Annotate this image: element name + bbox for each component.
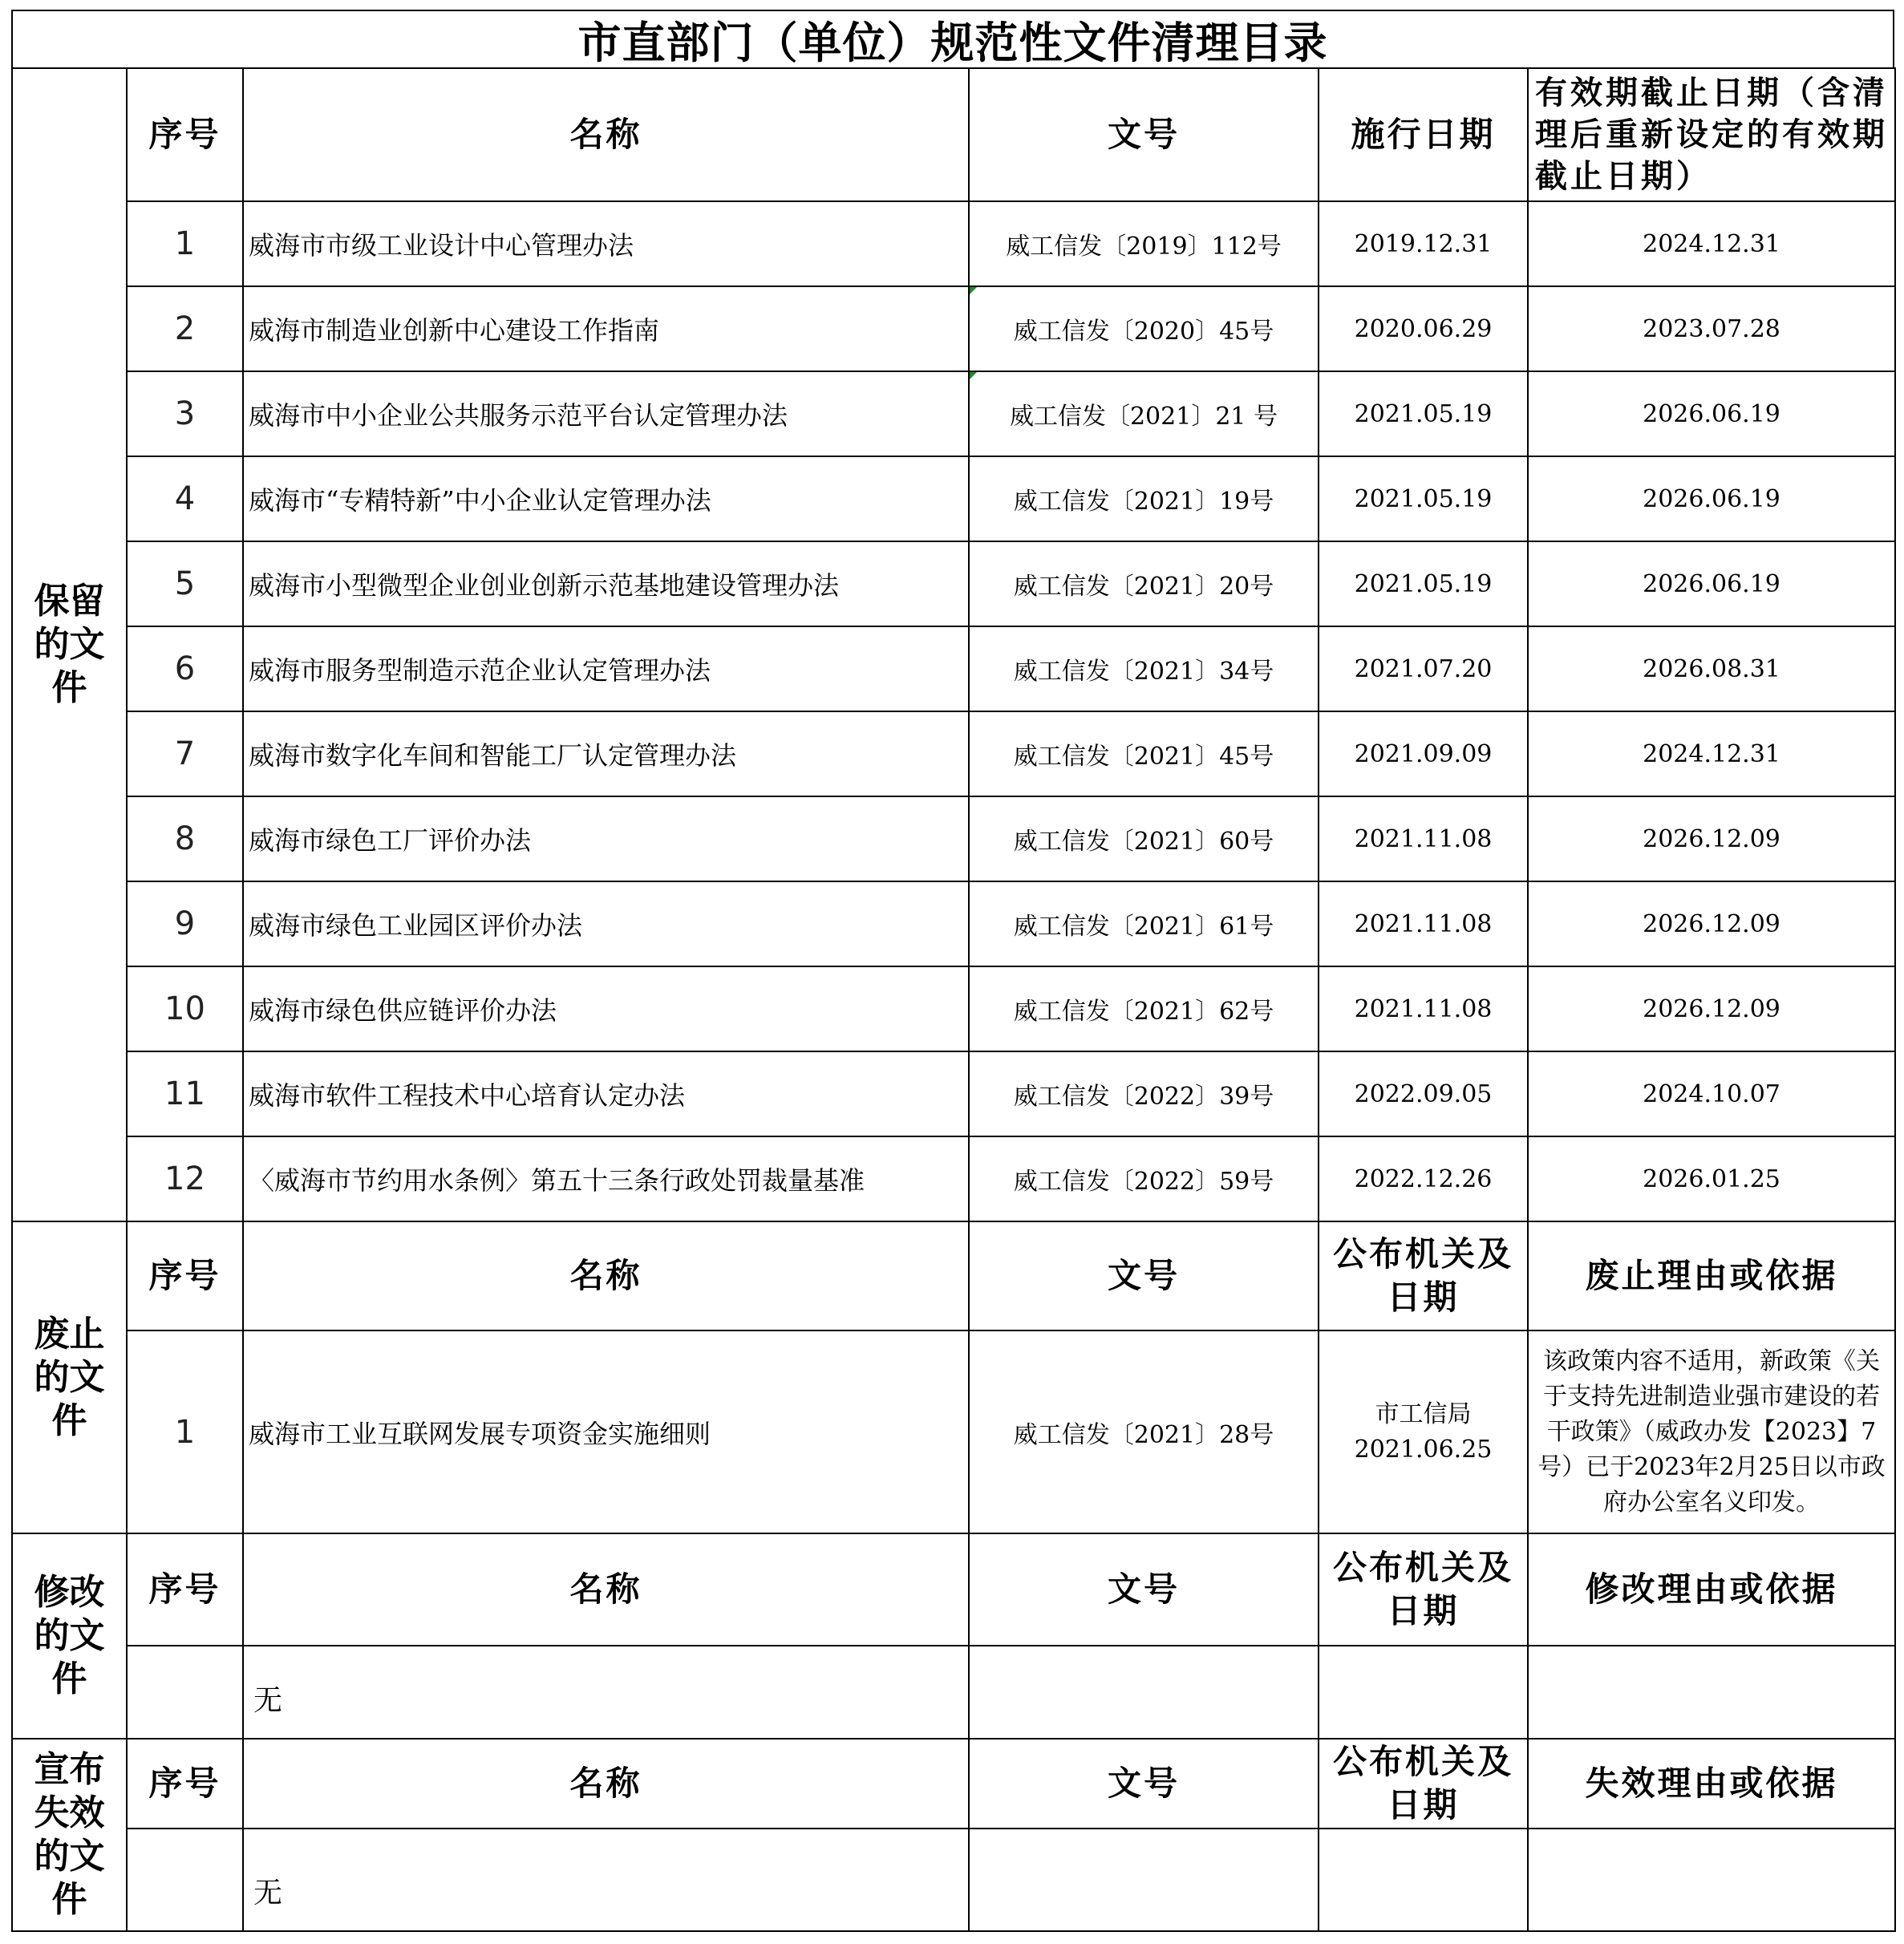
cell-expiry: 2026.06.19 [1528, 371, 1895, 456]
cell-seq: 1 [127, 1330, 243, 1533]
cell-date: 2022.09.05 [1319, 1051, 1528, 1136]
modified-header-row [12, 1533, 1895, 1646]
cell-expiry: 2024.12.31 [1528, 201, 1895, 286]
cell-seq: 7 [127, 711, 243, 796]
table-row [12, 201, 1895, 286]
header-name: 名称 [243, 1221, 969, 1330]
cell-none-text: 无 [243, 1646, 969, 1739]
cell-expiry: 2026.01.25 [1528, 1136, 1895, 1221]
cell-seq: 6 [127, 626, 243, 711]
cell-expiry: 2026.12.09 [1528, 796, 1895, 881]
abolished-header-row [12, 1221, 1895, 1330]
cell-name: 威海市中小企业公共服务示范平台认定管理办法 [243, 371, 969, 456]
comment-marker-icon [970, 287, 977, 294]
table-row [12, 456, 1895, 541]
table-row [12, 541, 1895, 626]
comment-marker-icon [970, 372, 977, 379]
header-reason: 废止理由或依据 [1528, 1221, 1895, 1330]
cell-seq: 4 [127, 456, 243, 541]
table-row [12, 626, 1895, 711]
table-row [12, 711, 1895, 796]
cell-seq: 10 [127, 966, 243, 1051]
header-name: 名称 [243, 1739, 969, 1829]
table-row [12, 966, 1895, 1051]
cell-date: 2021.11.08 [1319, 881, 1528, 966]
cell-doc-no: 威工信发〔2021〕19号 [969, 456, 1319, 541]
cell-name: 威海市“专精特新”中小企业认定管理办法 [243, 456, 969, 541]
header-seq: 序号 [127, 1739, 243, 1829]
header-publisher: 公布机关及日期 [1319, 1533, 1528, 1646]
cell-doc-no: 威工信发〔2021〕34号 [969, 626, 1319, 711]
cell-doc-no: 威工信发〔2021〕62号 [969, 966, 1319, 1051]
cell-name: 威海市小型微型企业创业创新示范基地建设管理办法 [243, 541, 969, 626]
cell-reason [1528, 1646, 1895, 1739]
cell-doc-no [969, 1646, 1319, 1739]
table-row [12, 1330, 1895, 1533]
cell-date: 2021.07.20 [1319, 626, 1528, 711]
section-label-abolished: 废止的文件 [12, 1221, 127, 1533]
cell-date: 2021.09.09 [1319, 711, 1528, 796]
header-expiry-date: 有效期截止日期（含清理后重新设定的有效期截止日期） [1528, 68, 1895, 201]
retained-header-row [12, 68, 1895, 201]
cell-seq: 9 [127, 881, 243, 966]
cell-expiry: 2024.10.07 [1528, 1051, 1895, 1136]
cell-seq: 2 [127, 286, 243, 371]
cell-expiry: 2024.12.31 [1528, 711, 1895, 796]
cell-name: 威海市软件工程技术中心培育认定办法 [243, 1051, 969, 1136]
cell-expiry: 2023.07.28 [1528, 286, 1895, 371]
cell-reason: 该政策内容不适用，新政策《关于支持先进制造业强市建设的若干政策》（威政办发【2023】7号）已于2023年2月25日以市政府办公室名义印发。 [1528, 1330, 1895, 1533]
cell-doc-no: 威工信发〔2022〕59号 [969, 1136, 1319, 1221]
cell-name: 威海市绿色工业园区评价办法 [243, 881, 969, 966]
header-name: 名称 [243, 68, 969, 201]
cell-doc-no: 威工信发〔2021〕60号 [969, 796, 1319, 881]
cell-doc-no: 威工信发〔2019〕112号 [969, 201, 1319, 286]
table-row [12, 286, 1895, 371]
cell-expiry: 2026.06.19 [1528, 541, 1895, 626]
cell-reason [1528, 1829, 1895, 1931]
cell-doc-no: 威工信发〔2021〕45号 [969, 711, 1319, 796]
cell-name: 威海市绿色供应链评价办法 [243, 966, 969, 1051]
cell-date: 2021.11.08 [1319, 796, 1528, 881]
cell-none-text: 无 [243, 1829, 969, 1931]
cell-name: 〈威海市节约用水条例〉第五十三条行政处罚裁量基准 [243, 1136, 969, 1221]
header-doc-no: 文号 [969, 1533, 1319, 1646]
section-label-modified: 修改的文件 [12, 1533, 127, 1739]
cell-doc-no [969, 1829, 1319, 1931]
header-reason: 修改理由或依据 [1528, 1533, 1895, 1646]
cell-name: 威海市市级工业设计中心管理办法 [243, 201, 969, 286]
header-doc-no: 文号 [969, 1739, 1319, 1829]
cell-date: 2021.05.19 [1319, 371, 1528, 456]
invalidated-header-row [12, 1739, 1895, 1829]
header-reason: 失效理由或依据 [1528, 1739, 1895, 1829]
cell-date: 2021.11.08 [1319, 966, 1528, 1051]
cell-publisher [1319, 1829, 1528, 1931]
cell-publisher [1319, 1330, 1528, 1533]
cell-doc-no-text: 威工信发〔2020〕45号 [1013, 318, 1274, 346]
cell-doc-no [969, 371, 1319, 456]
cell-doc-no: 威工信发〔2021〕28号 [969, 1330, 1319, 1533]
publisher-date: 2021.06.25 [1354, 1435, 1493, 1464]
table-row [12, 796, 1895, 881]
cell-date: 2021.05.19 [1319, 456, 1528, 541]
header-name: 名称 [243, 1533, 969, 1646]
cell-name: 威海市绿色工厂评价办法 [243, 796, 969, 881]
cell-date: 2021.05.19 [1319, 541, 1528, 626]
cell-doc-no: 威工信发〔2021〕61号 [969, 881, 1319, 966]
header-seq: 序号 [127, 68, 243, 201]
cell-seq: 12 [127, 1136, 243, 1221]
cell-name: 威海市工业互联网发展专项资金实施细则 [243, 1330, 969, 1533]
publisher-org: 市工信局 [1375, 1399, 1472, 1428]
header-publisher: 公布机关及日期 [1319, 1739, 1528, 1829]
cell-doc-no: 威工信发〔2021〕20号 [969, 541, 1319, 626]
cell-doc-no [969, 286, 1319, 371]
cell-doc-no-text: 威工信发〔2021〕21 号 [1009, 403, 1278, 431]
table-row [12, 1646, 1895, 1739]
cell-expiry: 2026.06.19 [1528, 456, 1895, 541]
cell-name: 威海市服务型制造示范企业认定管理办法 [243, 626, 969, 711]
header-effective-date: 施行日期 [1319, 68, 1528, 201]
table-row [12, 371, 1895, 456]
cell-name: 威海市制造业创新中心建设工作指南 [243, 286, 969, 371]
cell-expiry: 2026.12.09 [1528, 881, 1895, 966]
table-row [12, 1051, 1895, 1136]
header-seq: 序号 [127, 1533, 243, 1646]
cell-date: 2022.12.26 [1319, 1136, 1528, 1221]
table-row [12, 881, 1895, 966]
header-doc-no: 文号 [969, 1221, 1319, 1330]
cell-seq: 1 [127, 201, 243, 286]
section-label-invalidated: 宣布失效的文件 [12, 1739, 127, 1931]
cell-expiry: 2026.12.09 [1528, 966, 1895, 1051]
cell-seq: 3 [127, 371, 243, 456]
cell-name: 威海市数字化车间和智能工厂认定管理办法 [243, 711, 969, 796]
cell-seq: 5 [127, 541, 243, 626]
cell-seq: 8 [127, 796, 243, 881]
cell-date: 2019.12.31 [1319, 201, 1528, 286]
cell-seq [127, 1829, 243, 1931]
cell-publisher [1319, 1646, 1528, 1739]
catalog-table [11, 67, 1896, 1932]
cell-seq [127, 1646, 243, 1739]
table-row [12, 1136, 1895, 1221]
cell-seq: 11 [127, 1051, 243, 1136]
cell-doc-no: 威工信发〔2022〕39号 [969, 1051, 1319, 1136]
cell-expiry: 2026.08.31 [1528, 626, 1895, 711]
table-row [12, 1829, 1895, 1931]
header-seq: 序号 [127, 1221, 243, 1330]
header-doc-no: 文号 [969, 68, 1319, 201]
section-label-retained: 保留的文件 [12, 68, 127, 1221]
cell-date: 2020.06.29 [1319, 286, 1528, 371]
document-sheet [11, 10, 1894, 1932]
page-title: 市直部门（单位）规范性文件清理目录 [11, 10, 1894, 67]
header-publisher: 公布机关及日期 [1319, 1221, 1528, 1330]
